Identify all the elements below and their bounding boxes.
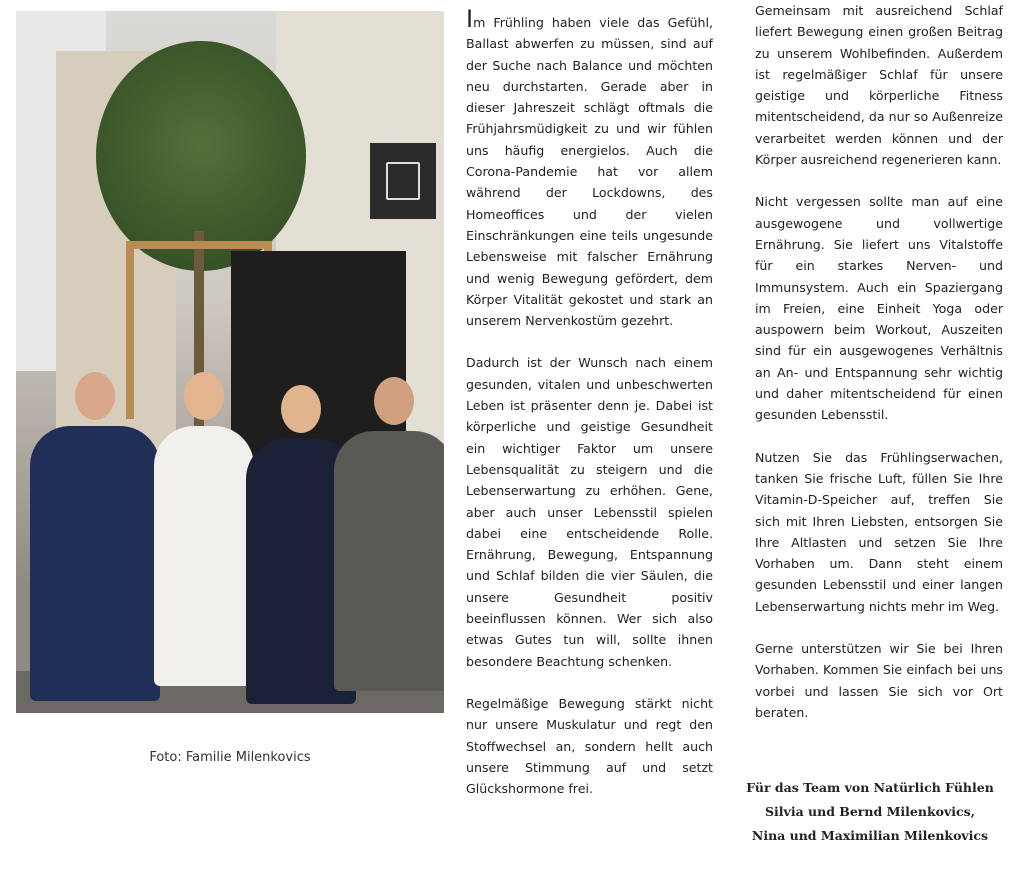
signature-line: Für das Team von Natürlich Fühlen: [746, 780, 994, 795]
paragraph: Dadurch ist der Wunsch nach einem gesunden, vitalen und unbeschwerten Leben ist präsenter denn je. Dabei ist körperliche und geistige Gesundheit ein wichtiger Faktor um unsere Lebensqualität zu steigern und die Lebenserwartung zu erhöhen. Gene, aber auch unser Lebensstil spielen dabei eine entscheidende Rolle. Ernährung, Bewegung, Entspannung und Schlaf bilden die vier Säulen, die unsere Gesundheit positiv beeinflussen können. Wer sich also etwas Gutes tun will, sollte ihnen besondere Beachtung schenken.: [466, 355, 713, 669]
photo-person-2: [154, 426, 254, 686]
signature-line: Silvia und Bernd Milenkovics,: [765, 804, 975, 819]
middle-text-column: [466, 5, 713, 820]
signature-block: [740, 776, 1000, 848]
photo-shop-sign: [370, 143, 436, 219]
signature-line: Nina und Maximilian Milenkovics: [751, 828, 989, 843]
paragraph: Im Frühling haben viele das Gefühl, Ballast abwerfen zu müssen, sind auf der Suche nach Balance und möchten neu durchstarten. Gerade aber in dieser Jahreszeit schlägt oftmals die Frühjahrsmüdigkeit zu und wir fühlen uns häufig energielos. Auch die Corona-Pandemie hat vor allem während der Lockdowns, des Homeoffices und der vielen Einschränkungen eine teils ungesunde Lebensweise mit falscher Ernährung und wenig Bewegung gefördert, dem Körper Vitalität gekostet und stark an unserem Nervenkostüm gezehrt.: [466, 5, 713, 329]
family-photo: [16, 11, 444, 713]
photo-person-1: [30, 426, 160, 701]
paragraph: Gerne unterstützen wir Sie bei Ihren Vorhaben. Kommen Sie einfach bei uns vorbei und lassen Sie sich vor Ort beraten.: [755, 641, 1003, 720]
right-text-column: [755, 0, 1003, 744]
shop-logo-icon: [386, 162, 420, 200]
paragraph: Regelmäßige Bewegung stärkt nicht nur unsere Muskulatur und regt den Stoffwechsel an, sondern hellt auch unsere Stimmung auf und setzt Glückshormone frei.: [466, 695, 713, 797]
photo-person-4: [334, 431, 444, 691]
paragraph: Nutzen Sie das Frühlingserwachen, tanken Sie frische Luft, füllen Sie Ihre Vitamin-D-Speicher auf, treffen Sie sich mit Ihren Liebsten, entsorgen Sie Ihre Altlasten und setzen Sie Ihre Vorhaben um. Dann steht einem gesunden Lebensstil und einer langen Lebenserwartung nichts mehr im Weg.: [755, 449, 1003, 614]
paragraph: Gemeinsam mit ausreichend Schlaf liefert Bewegung einen großen Beitrag zu unserem Wohlbefinden. Außerdem ist regelmäßiger Schlaf für unsere geistige und körperliche Fitness mitentscheidend, da nur so Außenreize verarbeitet werden können und der Körper ausreichend regenerieren kann.: [755, 3, 1003, 168]
paragraph: Nicht vergessen sollte man auf eine ausgewogene und vollwertige Ernährung. Sie liefert uns Vitalstoffe für ein starkes Nerven- und Immunsystem. Auch ein Spaziergang im Freien, eine Einheit Yoga oder auspowern beim Workout, Auszeiten sind für ein ausgewogenes Verhältnis an An- und Entspannung sehr wichtig und daher mitentscheidend für einen gesunden Lebensstil.: [755, 194, 1003, 423]
photo-caption: Foto: Familie Milenkovics: [149, 750, 311, 765]
